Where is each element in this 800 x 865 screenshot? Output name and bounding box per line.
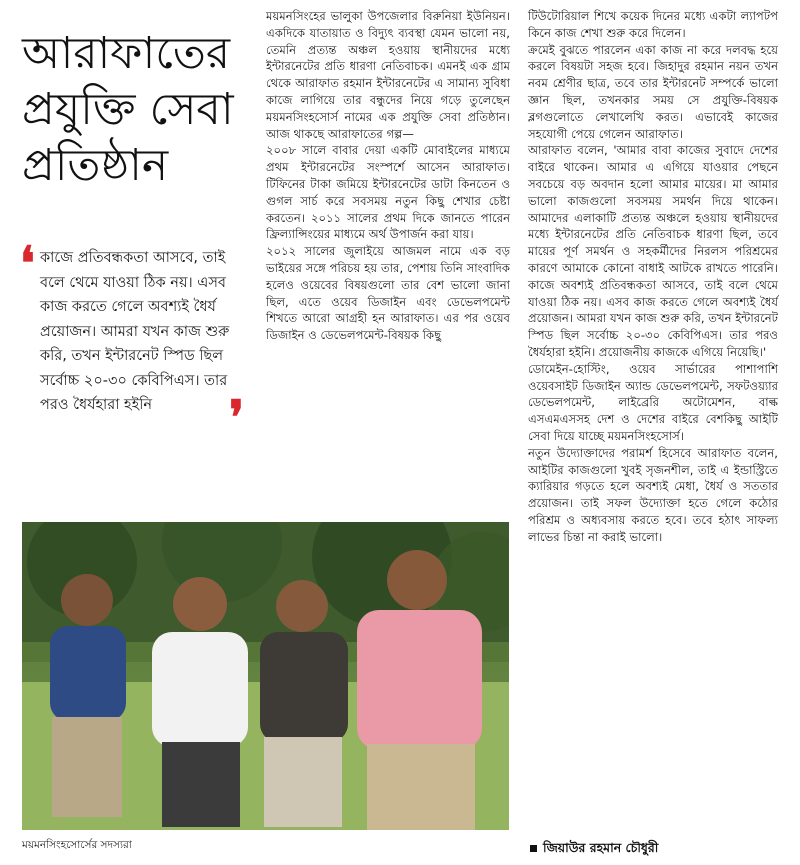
paragraph: ডোমেইন-হোস্টিং, ওয়েব সার্ভারের পাশাপাশি ওয়েবসাইট ডিজাইন অ্যান্ড ডেভেলপমেন্ট, সফটওয়্যার ডেভেলপমেন্ট, লাইব্রেরি অটোমেশন, বাল্ক এসএমএসসহ দেশ ও দেশের বাইরে বেশকিছু আইটি সেবা দিয়ে যাচ্ছে ময়মনসিংহসোর্স।	[528, 361, 778, 443]
paragraph: টিউটোরিয়াল শিখে কয়েক দিনের মধ্যে একটা ল্যাপটপ কিনে কাজ শেখা শুরু করে দিলেন।	[528, 9, 778, 40]
paragraph: ময়মনসিংহের ভালুকা উপজেলার বিরুনিয়া ইউনিয়ন। একদিকে যাতায়াত ও বিদ্যুৎ ব্যবস্থা যেমন ভালো নয়, তেমনি প্রত্যন্ত অঞ্চল হওয়ায় স্থানীয়দের মধ্যে ইন্টারনেটের প্রতি ধারণা নেতিবাচক। এমনই এক গ্রাম থেকে আরাফাত রহমান ইন্টারনেটের এ সামান্য সুবিধা কাজে লাগিয়ে তার বন্ধুদের নিয়ে গড়ে তুলেছেন ময়মনসিংহসোর্স নামের এক প্রযুক্তি সেবা প্রতিষ্ঠান। আজ থাকছে আরাফাতের গল্প—	[266, 9, 510, 141]
team-photo-illustration	[22, 522, 509, 830]
byline-square-icon	[530, 845, 537, 852]
paragraph: ২০১২ সালের জুলাইয়ে আজমল নামে এক বড় ভাইয়ের সঙ্গে পরিচয় হয় তার, পেশায় তিনি সাংবাদিক হলেও ওয়েবের বিষয়গুলো তার বেশ ভালো জানা ছিল, এতে ওয়েব ডিজাইন এবং ডেভেলপমেন্ট শিখতে আরো আগ্রহী হন আরাফাত। এর পর ওয়েব ডিজাইন ও ডেভেলপমেন্ট-বিষয়ক কিছু	[266, 244, 510, 343]
paragraph: ক্রমেই বুঝতে পারলেন একা কাজ না করে দলবদ্ধ হয়ে করলে বিষয়টা সহজ হবে। জিহাদুর রহমান নয়ন তখন নবম শ্রেণীর ছাত্র, তবে তার ইন্টারনেট সম্পর্কে ভালো জ্ঞান ছিল, তখনকার সময় সে প্রযুক্তি-বিষয়ক ব্লগগুলোতে লেখালেখি করত। এভাবেই কাজের সহযোগী পেয়ে গেলেন আরাফাত।	[528, 42, 778, 141]
open-quote-icon: ❛	[20, 236, 35, 290]
team-photo	[22, 522, 509, 830]
article-column-middle	[266, 8, 510, 344]
close-quote-icon: ❜	[229, 389, 244, 444]
byline	[530, 840, 658, 860]
paragraph: নতুন উদ্যোক্তাদের পরামর্শ হিসেবে আরাফাত বলেন, আইটির কাজগুলো খুবই সৃজনশীল, তাই এ ইন্ডাস্ট্রিতে ক্যারিয়ার গড়তে হলে অবশ্যই মেধা, ধৈর্য ও সততার প্রয়োজন। তাই সফল উদ্যোক্তা হতে গেলে কঠোর পরিশ্রম ও অধ্যবসায় করতে হবে। তবে হঠাৎ সাফল্য লাভের চিন্তা না করাই ভালো।	[528, 445, 778, 544]
article-column-right	[528, 8, 778, 546]
photo-caption: ময়মনসিংহসোর্সের সদস্যরা	[22, 839, 132, 851]
headline: আরাফাতের প্রযুক্তি সেবা প্রতিষ্ঠান	[22, 28, 234, 191]
paragraph: ২০০৮ সালে বাবার দেয়া একটি মোবাইলের মাধ্যমে প্রথম ইন্টারনেটের সংস্পর্শে আসেন আরাফাত। টিফিনের টাকা জমিয়ে ইন্টারনেটের ডাটা কিনতেন ও গুগল সার্চ করে সবসময় নতুন কিছু শেখার চেষ্টা করতেন। ২০১১ সালের প্রথম দিকে জানতে পারেন ফ্রিল্যান্সিংয়ের মাধ্যমে অর্থ উপার্জন করা যায়।	[266, 143, 510, 242]
pull-quote-text: কাজে প্রতিবন্ধকতা আসবে, তাই বলে থেমে যাওয়া ঠিক নয়। এসব কাজ করতে গেলে অবশ্যই ধৈর্য প্রয়োজন। আমরা যখন কাজ শুরু করি, তখন ইন্টারনেট স্পিড ছিল সর্বোচ্চ ২০-৩০ কেবিপিএস। তার পরও ধৈর্যহারা হইনি	[40, 250, 230, 413]
paragraph: আরাফাত বলেন, 'আমার বাবা কাজের সুবাদে দেশের বাইরে থাকেন। আমার এ এগিয়ে যাওয়ার পেছনে সবচেয়ে বড় অবদান হলো আমার মায়ের। মা আমার ভালো কাজগুলো সবসময় সমর্থন দিয়ে থাকেন। আমাদের এলাকাটি প্রত্যন্ত অঞ্চলে হওয়ায় স্থানীয়দের মধ্যে ইন্টারনেটের প্রতি নেতিবাচক ধারণা ছিল, তবে মায়ের পূর্ণ সমর্থন ও সহকর্মীদের নিরলস পরিশ্রমের কারণে আমাকে কোনো বাধাই আটকে রাখতে পারেনি। কাজে অবশ্যই প্রতিবন্ধকতা আসবে, তাই বলে থেমে যাওয়া ঠিক নয়। এসব কাজ করতে গেলে অবশ্যই ধৈর্য প্রয়োজন। আমরা যখন কাজ শুরু করি, তখন ইন্টারনেট স্পিড ছিল সর্বোচ্চ ২০-৩০ কেবিপিএস। তার পরও ধৈর্যহারা হইনি। প্রয়োজনীয় কাজকে এগিয়ে নিয়েছি।'	[528, 143, 778, 359]
pull-quote	[20, 236, 254, 444]
byline-author: জিয়াউর রহমান চৌধুরী	[543, 840, 659, 855]
